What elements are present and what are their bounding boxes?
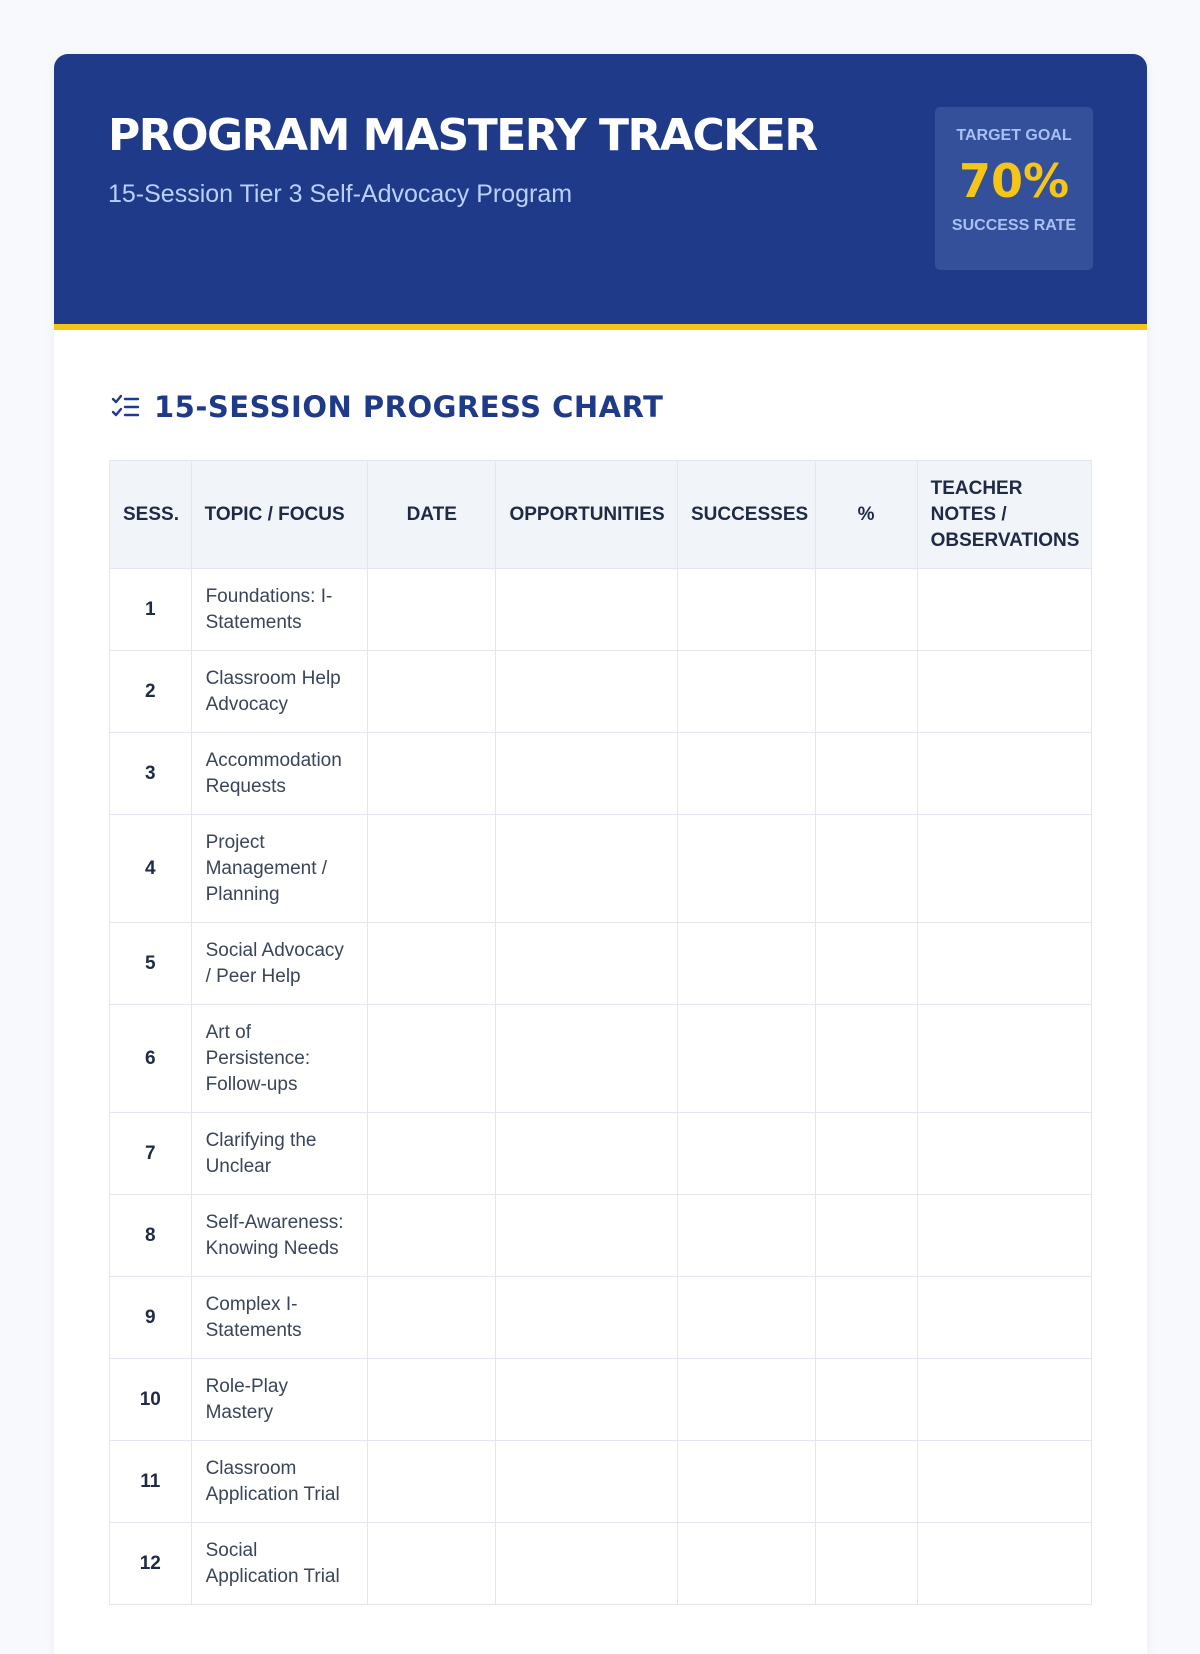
table-row bbox=[110, 815, 1092, 923]
opportunities-cell[interactable] bbox=[496, 569, 678, 651]
successes-cell[interactable] bbox=[677, 733, 815, 815]
successes-cell[interactable] bbox=[677, 1523, 815, 1605]
session-number: 1 bbox=[110, 569, 192, 651]
session-number: 4 bbox=[110, 815, 192, 923]
section-title: 15-SESSION PROGRESS CHART bbox=[154, 390, 664, 424]
session-topic: Art of Persistence: Follow-ups bbox=[191, 1005, 367, 1113]
target-goal-box bbox=[935, 107, 1093, 270]
table-row bbox=[110, 1277, 1092, 1359]
session-number: 6 bbox=[110, 1005, 192, 1113]
date-cell[interactable] bbox=[367, 1359, 495, 1441]
column-header-session: SESS. bbox=[110, 461, 192, 569]
target-goal-label: TARGET GOAL bbox=[956, 127, 1072, 144]
session-number: 2 bbox=[110, 651, 192, 733]
notes-cell[interactable] bbox=[917, 815, 1091, 923]
percent-cell[interactable] bbox=[815, 923, 917, 1005]
opportunities-cell[interactable] bbox=[496, 923, 678, 1005]
notes-cell[interactable] bbox=[917, 1523, 1091, 1605]
date-cell[interactable] bbox=[367, 923, 495, 1005]
successes-cell[interactable] bbox=[677, 1195, 815, 1277]
progress-table bbox=[109, 460, 1092, 1605]
session-topic: Role-Play Mastery bbox=[191, 1359, 367, 1441]
session-topic: Classroom Application Trial bbox=[191, 1441, 367, 1523]
percent-cell[interactable] bbox=[815, 569, 917, 651]
notes-cell[interactable] bbox=[917, 1113, 1091, 1195]
successes-cell[interactable] bbox=[677, 815, 815, 923]
percent-cell[interactable] bbox=[815, 1113, 917, 1195]
date-cell[interactable] bbox=[367, 1441, 495, 1523]
percent-cell[interactable] bbox=[815, 1523, 917, 1605]
session-topic: Social Application Trial bbox=[191, 1523, 367, 1605]
column-header-notes: TEACHER NOTES / OBSERVATIONS bbox=[917, 461, 1091, 569]
session-topic: Accommodation Requests bbox=[191, 733, 367, 815]
session-topic: Foundations: I-Statements bbox=[191, 569, 367, 651]
session-number: 7 bbox=[110, 1113, 192, 1195]
section-heading bbox=[110, 388, 1093, 426]
session-number: 9 bbox=[110, 1277, 192, 1359]
successes-cell[interactable] bbox=[677, 651, 815, 733]
session-topic: Social Advocacy / Peer Help bbox=[191, 923, 367, 1005]
session-number: 10 bbox=[110, 1359, 192, 1441]
percent-cell[interactable] bbox=[815, 815, 917, 923]
date-cell[interactable] bbox=[367, 1005, 495, 1113]
notes-cell[interactable] bbox=[917, 1195, 1091, 1277]
percent-cell[interactable] bbox=[815, 1005, 917, 1113]
date-cell[interactable] bbox=[367, 569, 495, 651]
opportunities-cell[interactable] bbox=[496, 1005, 678, 1113]
notes-cell[interactable] bbox=[917, 651, 1091, 733]
date-cell[interactable] bbox=[367, 651, 495, 733]
successes-cell[interactable] bbox=[677, 923, 815, 1005]
successes-cell[interactable] bbox=[677, 1441, 815, 1523]
opportunities-cell[interactable] bbox=[496, 1195, 678, 1277]
date-cell[interactable] bbox=[367, 733, 495, 815]
table-row bbox=[110, 923, 1092, 1005]
table-row bbox=[110, 1523, 1092, 1605]
notes-cell[interactable] bbox=[917, 1359, 1091, 1441]
date-cell[interactable] bbox=[367, 1277, 495, 1359]
opportunities-cell[interactable] bbox=[496, 1113, 678, 1195]
session-topic: Complex I-Statements bbox=[191, 1277, 367, 1359]
column-header-date: DATE bbox=[367, 461, 495, 569]
table-row bbox=[110, 1113, 1092, 1195]
date-cell[interactable] bbox=[367, 1195, 495, 1277]
successes-cell[interactable] bbox=[677, 1277, 815, 1359]
table-row bbox=[110, 1195, 1092, 1277]
percent-cell[interactable] bbox=[815, 1277, 917, 1359]
opportunities-cell[interactable] bbox=[496, 651, 678, 733]
session-topic: Self-Awareness: Knowing Needs bbox=[191, 1195, 367, 1277]
opportunities-cell[interactable] bbox=[496, 1277, 678, 1359]
notes-cell[interactable] bbox=[917, 1005, 1091, 1113]
date-cell[interactable] bbox=[367, 1523, 495, 1605]
opportunities-cell[interactable] bbox=[496, 1441, 678, 1523]
page-subtitle: 15-Session Tier 3 Self-Advocacy Program bbox=[108, 180, 573, 208]
successes-cell[interactable] bbox=[677, 1113, 815, 1195]
successes-cell[interactable] bbox=[677, 1005, 815, 1113]
opportunities-cell[interactable] bbox=[496, 815, 678, 923]
opportunities-cell[interactable] bbox=[496, 1523, 678, 1605]
table-row bbox=[110, 1005, 1092, 1113]
opportunities-cell[interactable] bbox=[496, 1359, 678, 1441]
success-rate-label: SUCCESS RATE bbox=[951, 217, 1077, 234]
table-row bbox=[110, 733, 1092, 815]
column-header-successes: SUCCESSES bbox=[677, 461, 815, 569]
notes-cell[interactable] bbox=[917, 733, 1091, 815]
session-number: 11 bbox=[110, 1441, 192, 1523]
page-header bbox=[54, 54, 1147, 330]
notes-cell[interactable] bbox=[917, 1277, 1091, 1359]
successes-cell[interactable] bbox=[677, 1359, 815, 1441]
table-row bbox=[110, 1359, 1092, 1441]
opportunities-cell[interactable] bbox=[496, 733, 678, 815]
column-header-opportunities: OPPORTUNITIES bbox=[496, 461, 678, 569]
column-header-topic: TOPIC / FOCUS bbox=[191, 461, 367, 569]
checklist-icon bbox=[110, 392, 140, 422]
successes-cell[interactable] bbox=[677, 569, 815, 651]
table-row bbox=[110, 1441, 1092, 1523]
date-cell[interactable] bbox=[367, 1113, 495, 1195]
percent-cell[interactable] bbox=[815, 1441, 917, 1523]
tracker-card bbox=[54, 54, 1147, 1654]
target-goal-value: 70% bbox=[958, 154, 1070, 208]
session-number: 5 bbox=[110, 923, 192, 1005]
session-topic: Project Management / Planning bbox=[191, 815, 367, 923]
table-header-row bbox=[110, 461, 1092, 569]
session-topic: Classroom Help Advocacy bbox=[191, 651, 367, 733]
date-cell[interactable] bbox=[367, 815, 495, 923]
session-number: 8 bbox=[110, 1195, 192, 1277]
notes-cell[interactable] bbox=[917, 569, 1091, 651]
percent-cell[interactable] bbox=[815, 651, 917, 733]
session-topic: Clarifying the Unclear bbox=[191, 1113, 367, 1195]
table-row bbox=[110, 569, 1092, 651]
percent-cell[interactable] bbox=[815, 733, 917, 815]
session-number: 12 bbox=[110, 1523, 192, 1605]
column-header-percent: % bbox=[815, 461, 917, 569]
session-number: 3 bbox=[110, 733, 192, 815]
page-title: PROGRAM MASTERY TRACKER bbox=[108, 110, 817, 161]
percent-cell[interactable] bbox=[815, 1359, 917, 1441]
notes-cell[interactable] bbox=[917, 1441, 1091, 1523]
notes-cell[interactable] bbox=[917, 923, 1091, 1005]
table-row bbox=[110, 651, 1092, 733]
percent-cell[interactable] bbox=[815, 1195, 917, 1277]
